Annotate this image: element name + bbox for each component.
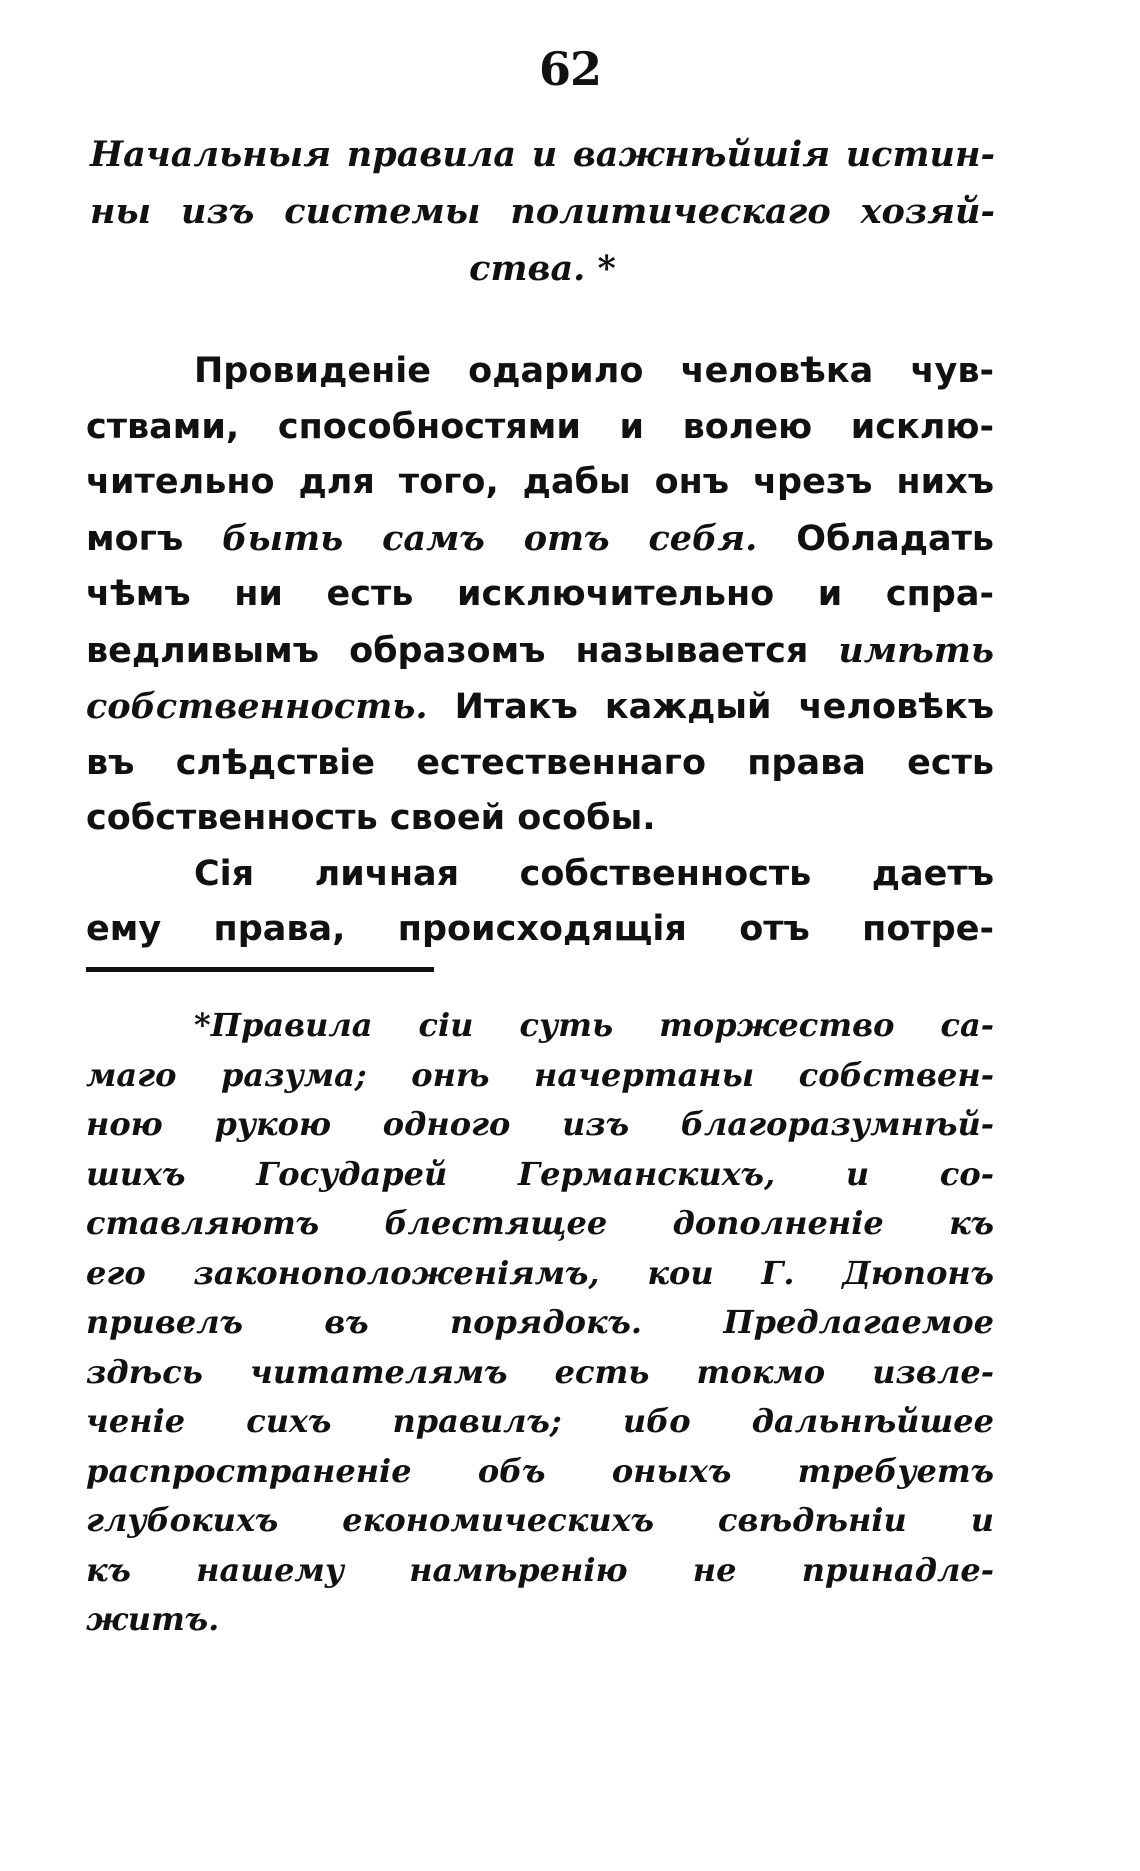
footnote-divider [86,967,434,972]
footnote-line: маго разума; онѣ начертаны собствен- [86,1055,994,1094]
body-line: въ слѣдствіе естественнаго права есть [86,742,994,783]
body-text-run: ведливымъ образомъ называется [86,630,809,671]
footnote-line: глубокихъ економическихъ свѣдѣніи и [86,1501,994,1539]
footnote-line: ставляютъ блестящее дополненіе къ [86,1204,994,1242]
body-line: чѣмъ ни есть исключительно и спра- [86,574,994,614]
footnote-line: ною рукою одного изъ благоразумнѣй- [86,1105,994,1143]
body-text-run: Итакъ каждый человѣкъ [454,687,995,727]
footnote [86,1001,994,1645]
footnote-line: житъ. [86,1600,220,1638]
body-text-run: Обладать [796,518,995,559]
body-line: Провиденіе одарило человѣка чув- [194,351,994,391]
footnote-line: ченіе сихъ правилъ; ибо дальнѣйшее [86,1402,994,1440]
footnote-line: къ нашему намѣренію не принадле- [86,1550,994,1589]
emphasis-text: имѣть [838,629,994,671]
body-line [86,623,994,680]
footnote-line: его законоположеніямъ, кои Г. Дюпонъ [86,1253,994,1292]
footnote-line: распространеніе объ оныхъ требуетъ [86,1451,994,1490]
section-title [90,126,995,297]
footnote-line: шихъ Государей Германскихъ, и со- [86,1154,994,1193]
body-line [86,511,994,568]
footnote-line: привелъ въ порядокъ. Предлагаемое [86,1303,994,1341]
body-text-run: могъ [86,518,184,559]
body-line: чительно для того, дабы онъ чрезъ нихъ [86,462,994,502]
emphasis-text: собственность. [86,686,428,727]
body-line: ему права, происходящія отъ потре- [86,909,994,949]
title-line: ства. * [469,248,616,289]
body-line: ствами, способностями и волею исклю- [86,406,994,447]
footnote-line: здѣсь читателямъ есть токмо извле- [86,1352,994,1391]
body-line: собственность своей особы. [86,798,656,838]
title-line: ны изъ системы политическаго хозяй- [90,191,995,232]
emphasis-text: быть самъ отъ себя. [222,517,758,559]
title-line: Начальныя правила и важнѣйшія истин- [90,134,995,175]
page-number: 62 [538,42,601,96]
footnote-line: *Правила сіи суть торжество са- [194,1006,994,1044]
body-paragraphs [86,344,994,958]
body-line: Сія личная собственность даетъ [194,853,994,894]
body-line [86,679,994,736]
